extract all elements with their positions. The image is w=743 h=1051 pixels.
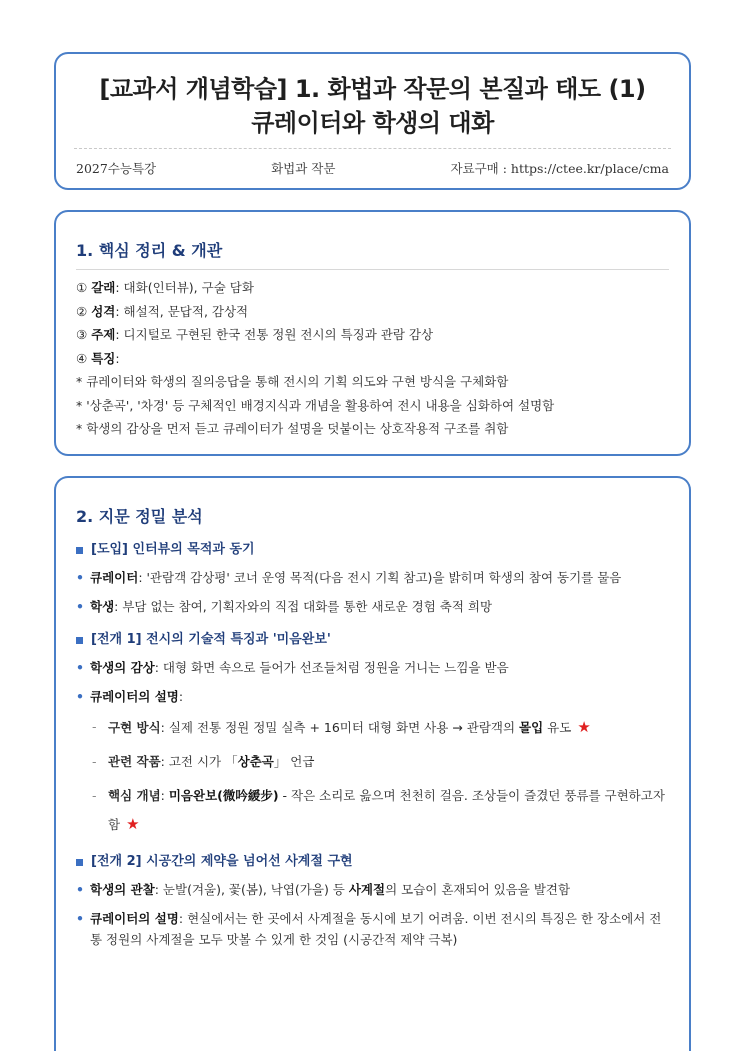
bullet-icon: • [76,660,84,675]
sub-item [76,713,667,742]
analysis-card [54,476,691,1051]
summary-item [76,276,689,300]
bullet-icon: • [76,570,84,585]
star-icon: ★ [577,718,591,736]
sub-highlight: 상춘곡 [237,754,274,769]
bullet-label: 학생의 관찰 [90,882,155,897]
meta-purchase-link[interactable]: 자료구매 : https://ctee.kr/place/cma [450,161,669,176]
subhead-text: [전개 2] 시공간의 제약을 넘어선 사계절 구현 [91,854,353,869]
list-item [76,879,667,900]
list-item [76,908,667,950]
bullet-text [90,657,509,678]
item-label: 성격 [91,303,116,319]
item-number: ① [76,280,88,295]
bullet-body: : 현실에서는 한 곳에서 사계절을 동시에 보기 어려움. 이번 전시의 특징은 한 장소에서 전통 정원의 사계절을 모두 맛볼 수 있게 한 것임 (시공간적 제약 극복) [90,911,662,947]
bullet-label: 큐레이터의 설명 [90,689,179,704]
bullet-icon: • [76,882,84,897]
subhead-intro [76,541,667,559]
sub-body: : 고전 시가 「 [160,754,238,769]
summary-item [76,300,689,324]
subhead-text: [도입] 인터뷰의 목적과 동기 [91,542,255,557]
sub-highlight: 미음완보(微吟緩步) [168,788,279,803]
square-bullet-icon [76,859,83,866]
summary-title: 1. 핵심 정리 & 개관 [76,241,223,260]
sub-item [76,782,667,839]
item-text: : 대화(인터뷰), 구술 담화 [115,280,254,295]
title-card [54,52,691,190]
item-label: 주제 [91,327,116,342]
bullet-text [90,567,621,588]
page-title [56,72,689,140]
bullet-icon: • [76,599,84,614]
summary-list [56,270,689,441]
list-item [76,596,667,617]
sub-highlight: 몰입 [519,720,544,735]
bullet-label: 학생 [90,599,115,614]
summary-note: * 학생의 감상을 먼저 듣고 큐레이터가 설명을 덧붙이는 상호작용적 구조를 취함 [76,421,509,436]
item-text: : 해설적, 문답적, 감상적 [115,303,249,319]
summary-item [76,347,689,371]
analysis-body [56,527,689,950]
item-number: ④ [76,350,88,366]
sub-tail: 」 언급 [273,754,315,769]
sub-text [108,782,667,839]
bullet-label: 큐레이터 [90,570,139,585]
sub-text [108,713,591,742]
dash-icon: - [92,754,97,769]
meta-subject: 화법과 작문 [271,161,336,176]
sub-body: : [160,788,169,803]
item-number: ③ [76,327,88,342]
sub-tail: - 작은 소리로 읊으며 천천히 걸음. 조상들이 즐겼던 풍류를 구현하고자 함 [108,788,665,832]
analysis-title: 2. 지문 정밀 분석 [76,507,203,526]
bullet-icon: • [76,689,84,704]
sub-tail: 유도 [543,720,572,735]
bullet-icon: • [76,911,84,926]
bullet-highlight: 사계절 [348,882,386,897]
sub-body: : 실제 전통 정원 정밀 실측 + 16미터 대형 화면 사용 → 관람객의 [160,720,520,735]
list-item [76,686,667,707]
bullet-text [90,686,183,707]
square-bullet-icon [76,547,83,554]
bullet-label: 큐레이터의 설명 [90,911,179,926]
title-line-2: 큐레이터와 학생의 대화 [251,109,494,137]
summary-card [54,210,691,456]
bullet-body: : '관람객 감상평' 코너 운영 목적(다음 전시 기획 참고)을 밝히며 학생의 참여 동기를 물음 [138,570,622,585]
bullet-body: : 눈발(겨울), 꽃(봄), 낙엽(가을) 등 [154,882,349,897]
bullet-text [90,879,570,900]
subhead-dev2 [76,853,667,871]
bullet-tail: 의 모습이 혼재되어 있음을 발견함 [385,882,571,897]
item-label: 갈래 [91,280,116,295]
item-label: 특징 [91,350,116,366]
sub-label: 핵심 개념 [108,788,161,803]
bullet-body: : 대형 화면 속으로 들어가 선조들처럼 정원을 거니는 느낌을 받음 [154,660,509,675]
dash-icon: - [92,788,97,803]
list-item [76,657,667,678]
bullet-body: : 부담 없는 참여, 기획자와의 직접 대화를 통한 새로운 경험 축적 희망 [114,599,493,614]
dash-icon: - [92,719,97,734]
item-number: ② [76,303,88,319]
list-item [76,567,667,588]
item-text: : [115,350,120,366]
sub-text [108,748,314,776]
sub-label: 관련 작품 [108,754,161,769]
meta-row [56,149,689,177]
star-icon: ★ [126,815,140,833]
item-text: : 디지털로 구현된 한국 전통 정원 전시의 특징과 관람 감상 [115,327,434,342]
bullet-text [90,596,492,617]
summary-note: * '상춘곡', '차경' 등 구체적인 배경지식과 개념을 활용하여 전시 내용을 심화하여 설명함 [76,397,555,413]
summary-note: * 큐레이터와 학생의 질의응답을 통해 전시의 기획 의도와 구현 방식을 구체화함 [76,374,509,389]
bullet-label: 학생의 감상 [90,660,155,675]
meta-course: 2027수능특강 [76,161,157,176]
sub-label: 구현 방식 [108,720,161,735]
square-bullet-icon [76,637,83,644]
bullet-body: : [178,689,184,704]
summary-item [76,323,689,347]
bullet-text [90,908,667,950]
subhead-text: [전개 1] 전시의 기술적 특징과 '미음완보' [91,632,331,647]
sub-item [76,748,667,776]
subhead-dev1 [76,631,667,649]
title-line-1: [교과서 개념학습] 1. 화법과 작문의 본질과 태도 (1) [99,75,646,103]
